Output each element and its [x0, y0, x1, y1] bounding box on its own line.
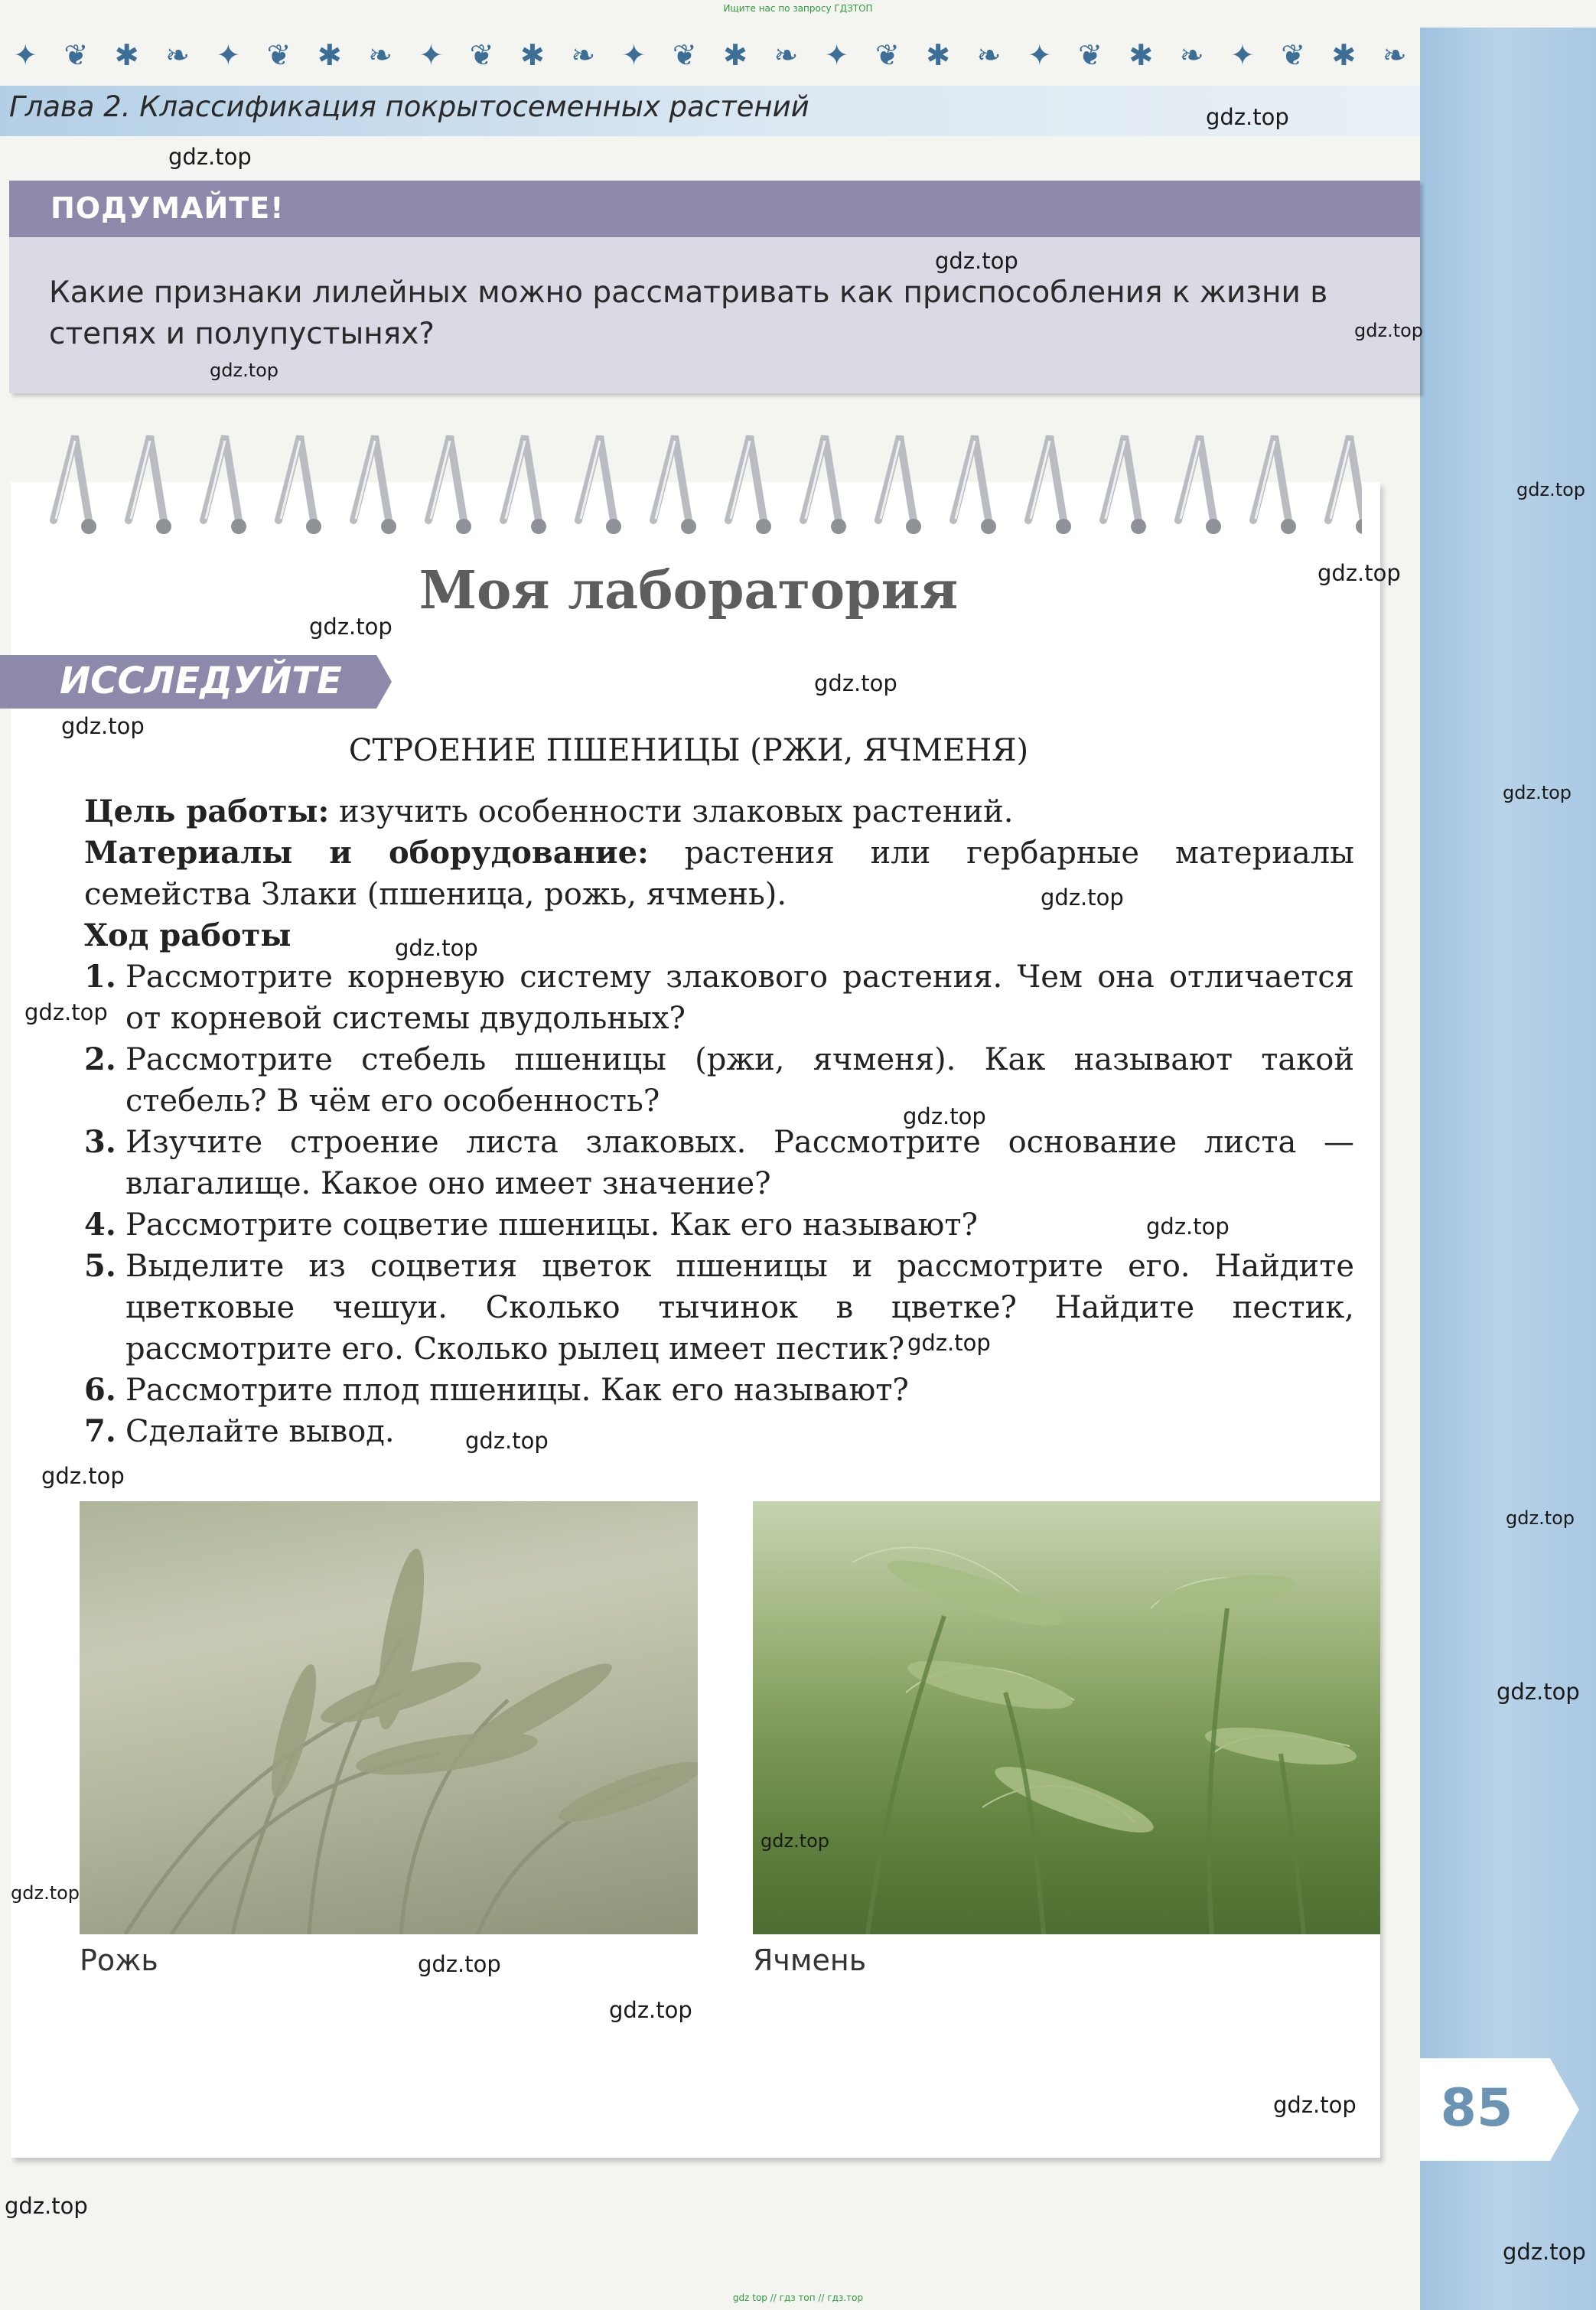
watermark: gdz.top [1503, 2239, 1586, 2265]
spiral-ring [878, 436, 921, 534]
animal-icon: ❧ [1179, 38, 1204, 72]
bird-icon: ✦ [13, 38, 38, 72]
watermark: gdz.top [1318, 560, 1401, 586]
rye-photo [80, 1501, 698, 1934]
animal-icon: ❧ [774, 38, 799, 72]
step-number: 7. [84, 1413, 116, 1449]
insect-icon: ✱ [1331, 38, 1357, 72]
spiral-ring [129, 436, 171, 534]
spiral-ring [1328, 436, 1362, 534]
watermark: gdz.top [418, 1951, 501, 1977]
watermark: gdz.top [1354, 320, 1424, 341]
watermark: gdz.top [609, 1997, 692, 2023]
step-item [84, 1039, 1354, 1122]
bird-icon: ✦ [216, 38, 241, 72]
step-number: 4. [84, 1207, 116, 1243]
lab-body [84, 791, 1354, 1452]
step-number: 3. [84, 1124, 116, 1160]
watermark: gdz.top [168, 144, 252, 170]
materials-paragraph [84, 832, 1354, 915]
animal-silhouette-band [0, 28, 1420, 83]
animal-icon: ❦ [1078, 38, 1103, 72]
spiral-ring [428, 436, 471, 534]
step-text: Рассмотрите соцветие пшеницы. Как его называют? [125, 1207, 978, 1243]
watermark: gdz.top [1497, 1679, 1580, 1705]
watermark: gdz.top [935, 248, 1018, 274]
spiral-ring [204, 436, 246, 534]
step-item [84, 1246, 1354, 1370]
watermark: gdz.top [903, 1103, 986, 1129]
spiral-ring [728, 436, 771, 534]
spiral-ring [653, 436, 696, 534]
watermark: gdz.top [61, 713, 145, 739]
spiral-ring [803, 436, 846, 534]
step-item [84, 1122, 1354, 1204]
animal-icon: ❧ [165, 38, 190, 72]
lab-title: Моя лаборатория [419, 560, 959, 621]
spiral-ring [1103, 436, 1146, 534]
watermark: gdz.top [41, 1463, 125, 1489]
step-text: Выделите из соцветия цветок пшеницы и рассмотрите его. Найдите цветковые чешуи. Сколько тычинок в цветке? Найдите пестик, рассмотрите его. Сколько рылец имеет пестик? [125, 1249, 1354, 1367]
watermark: gdz.top [1506, 1507, 1575, 1529]
think-box-question: Какие признаки лилейных можно рассматривать как приспособления к жизни в степях и полупустынях? [49, 275, 1328, 351]
animal-icon: ❧ [368, 38, 393, 72]
watermark: gdz.top [761, 1830, 830, 1852]
bird-icon: ✦ [419, 38, 444, 72]
materials-label: Материалы и оборудование: [84, 835, 649, 871]
watermark: gdz.top [11, 1882, 80, 1904]
spiral-ring [54, 436, 96, 534]
bird-icon: ❦ [64, 38, 89, 72]
step-number: 5. [84, 1248, 116, 1284]
spiral-ring [1028, 436, 1071, 534]
animal-icon: ❧ [1382, 38, 1407, 72]
procedure-label: Ход работы [84, 917, 292, 953]
animal-icon: ❧ [571, 38, 596, 72]
think-box-label: ПОДУМАЙТЕ! [50, 191, 285, 225]
work-title: СТРОЕНИЕ ПШЕНИЦЫ (РЖИ, ЯЧМЕНЯ) [348, 733, 1029, 768]
step-text: Изучите строение листа злаковых. Рассмотрите основание листа — влагалище. Какое оно имеет значение? [125, 1125, 1354, 1201]
watermark: gdz.top [1516, 479, 1586, 500]
watermark: gdz.top [1146, 1214, 1230, 1240]
step-text: Рассмотрите корневую систему злакового растения. Чем она отличается от корневой системы двудольных? [125, 960, 1354, 1036]
barley-photo [753, 1501, 1380, 1934]
step-text: Рассмотрите плод пшеницы. Как его называют? [125, 1373, 909, 1408]
animal-icon: ❧ [976, 38, 1002, 72]
step-item [84, 956, 1354, 1039]
insect-icon: ✱ [520, 38, 545, 72]
watermark: gdz.top [395, 935, 478, 961]
insect-icon: ✱ [926, 38, 951, 72]
materials-text: растения или гербарные материалы семейства Злаки (пшеница, рожь, ячмень). [84, 836, 1354, 912]
investigate-label: ИССЛЕДУЙТЕ [60, 660, 342, 702]
spiral-ring [1253, 436, 1296, 534]
spiral-ring [578, 436, 621, 534]
spiral-ring [953, 436, 996, 534]
insect-icon: ✱ [114, 38, 139, 72]
animal-icon: ❦ [672, 38, 697, 72]
bird-icon: ✦ [1027, 38, 1052, 72]
animal-icon: ❦ [875, 38, 900, 72]
insect-icon: ✱ [723, 38, 748, 72]
step-text: Сделайте вывод. [125, 1414, 395, 1449]
watermark: gdz.top [309, 614, 392, 640]
spiral-ring [503, 436, 546, 534]
steps-list [84, 956, 1354, 1452]
watermark: gdz.top [1041, 885, 1124, 911]
spiral-ring [1178, 436, 1221, 534]
step-item [84, 1370, 1354, 1411]
watermark: gdz.top [907, 1330, 991, 1356]
insect-icon: ✱ [317, 38, 342, 72]
spiral-ring [353, 436, 396, 534]
top-strip-text: Ищите нас по запросу ГДЗТОП [723, 3, 873, 14]
page-number: 85 [1440, 2078, 1513, 2139]
goal-paragraph [84, 791, 1354, 832]
rye-caption: Рожь [80, 1943, 158, 1977]
chapter-title: Глава 2. Классификация покрытосеменных растений [9, 90, 809, 123]
step-number: 6. [84, 1372, 116, 1408]
insect-icon: ✱ [1129, 38, 1154, 72]
animal-icon: ❦ [266, 38, 292, 72]
spiral-binding [46, 428, 1362, 543]
watermark: gdz.top [465, 1428, 549, 1454]
step-number: 2. [84, 1041, 116, 1077]
watermark: gdz.top [1206, 104, 1289, 130]
watermark: gdz.top [1503, 782, 1572, 803]
animal-icon: ❦ [1281, 38, 1306, 72]
barley-caption: Ячмень [753, 1943, 867, 1977]
spiral-ring [278, 436, 321, 534]
watermark: gdz.top [1273, 2092, 1357, 2118]
bird-icon: ✦ [824, 38, 849, 72]
step-number: 1. [84, 959, 116, 995]
animal-icon: ❦ [469, 38, 494, 72]
watermark: gdz.top [814, 670, 897, 696]
watermark: gdz.top [24, 999, 108, 1025]
bottom-strip-text: gdz top // гдз топ // гдз.тор [732, 2292, 864, 2303]
step-item [84, 1411, 1354, 1452]
watermark: gdz.top [5, 2193, 88, 2219]
goal-text: изучить особенности злаковых растений. [339, 794, 1014, 829]
goal-label: Цель работы: [84, 793, 330, 829]
right-margin-stripe [1420, 28, 1596, 2310]
step-text: Рассмотрите стебель пшеницы (ржи, ячменя). Как называют такой стебель? В чём его особенность? [125, 1042, 1354, 1119]
bird-icon: ✦ [621, 38, 647, 72]
bird-icon: ✦ [1230, 38, 1255, 72]
watermark: gdz.top [210, 360, 279, 381]
